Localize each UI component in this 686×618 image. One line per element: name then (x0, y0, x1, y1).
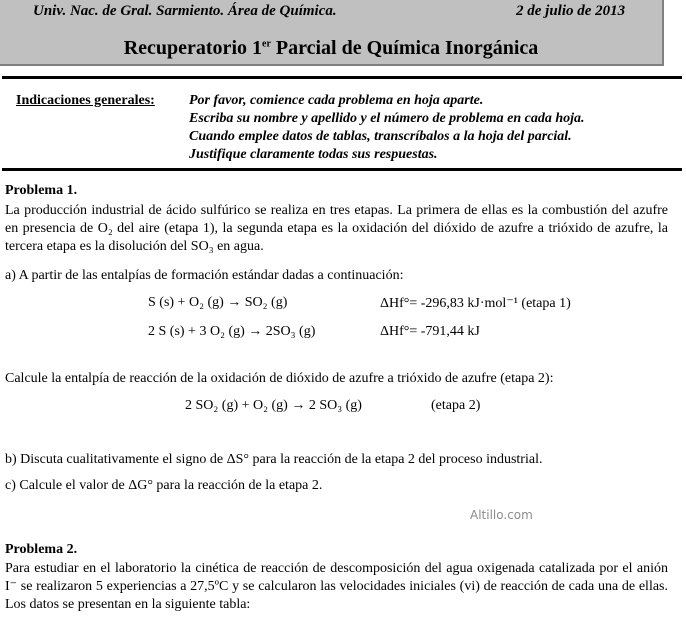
institution-name: Univ. Nac. de Gral. Sarmiento. Área de Química. (33, 3, 337, 19)
equation-2-enthalpy: ΔHf°= -791,44 kJ (380, 324, 480, 339)
title-superscript: er (262, 38, 271, 50)
exam-header (0, 0, 664, 66)
problema-1-title: Problema 1. (5, 183, 78, 198)
indicacion-line: Escriba su nombre y apellido y el número de problema en cada hoja. (189, 111, 585, 126)
exam-date: 2 de julio de 2013 (516, 3, 626, 19)
top-divider (2, 76, 682, 79)
equation-2-reaction: 2 S (s) + 3 O₂ (g) → 2SO₃ (g) (148, 324, 316, 339)
indicacion-line: Cuando emplee datos de tablas, transcríbalos a la hoja del parcial. (189, 129, 572, 144)
problema-1-part-a: a) A partir de las entalpías de formación estándar dadas a continuación: (5, 268, 404, 283)
problema-1-calcule: Calcule la entalpía de reacción de la oxidación de dióxido de azufre a trióxido de azufre (etapa 2): (5, 371, 554, 386)
problema-2-intro: Para estudiar en el laboratorio la cinética de reacción de descomposición del agua oxigenada catalizada por el anión I⁻ se realizaron 5 experiencias a 27,5ºC y se calcularon las velocidades iniciales (vi) de reacción de cada una de ellas. Los datos se presentan en la siguiente tabla: (5, 561, 668, 612)
equation-3-reaction: 2 SO₂ (g) + O₂ (g) → 2 SO₃ (g) (185, 398, 362, 413)
title-suffix: Parcial de Química Inorgánica (270, 37, 539, 59)
exam-title (0, 37, 662, 60)
title-prefix: Recuperatorio 1 (123, 37, 262, 59)
equation-1-enthalpy: ΔHf°= -296,83 kJ·mol⁻¹ (etapa 1) (380, 296, 571, 311)
watermark: Altillo.com (470, 508, 533, 522)
indicacion-line: Por favor, comience cada problema en hoja aparte. (189, 93, 484, 108)
indicaciones-divider (2, 168, 682, 171)
problema-1-part-c: c) Calcule el valor de ΔG° para la reacción de la etapa 2. (5, 478, 323, 493)
problema-1-intro: La producción industrial de ácido sulfúrico se realiza en tres etapas. La primera de ellas es la combustión del azufre en presencia de O₂ del aire (etapa 1), la segunda etapa es la oxidación del dióxido de azufre a trióxido de azufre, la tercera etapa es la disolución del SO₃ en agua. (5, 203, 668, 254)
problema-1-part-b: b) Discuta cualitativamente el signo de ΔS° para la reacción de la etapa 2 del proceso industrial. (5, 452, 543, 467)
equation-3-label: (etapa 2) (431, 398, 481, 413)
problema-2-title: Problema 2. (5, 542, 78, 557)
indicacion-line: Justifique claramente todas sus respuestas. (189, 147, 438, 162)
equation-1-reaction: S (s) + O₂ (g) → SO₂ (g) (148, 295, 288, 310)
indicaciones-label: Indicaciones generales: (16, 93, 155, 108)
